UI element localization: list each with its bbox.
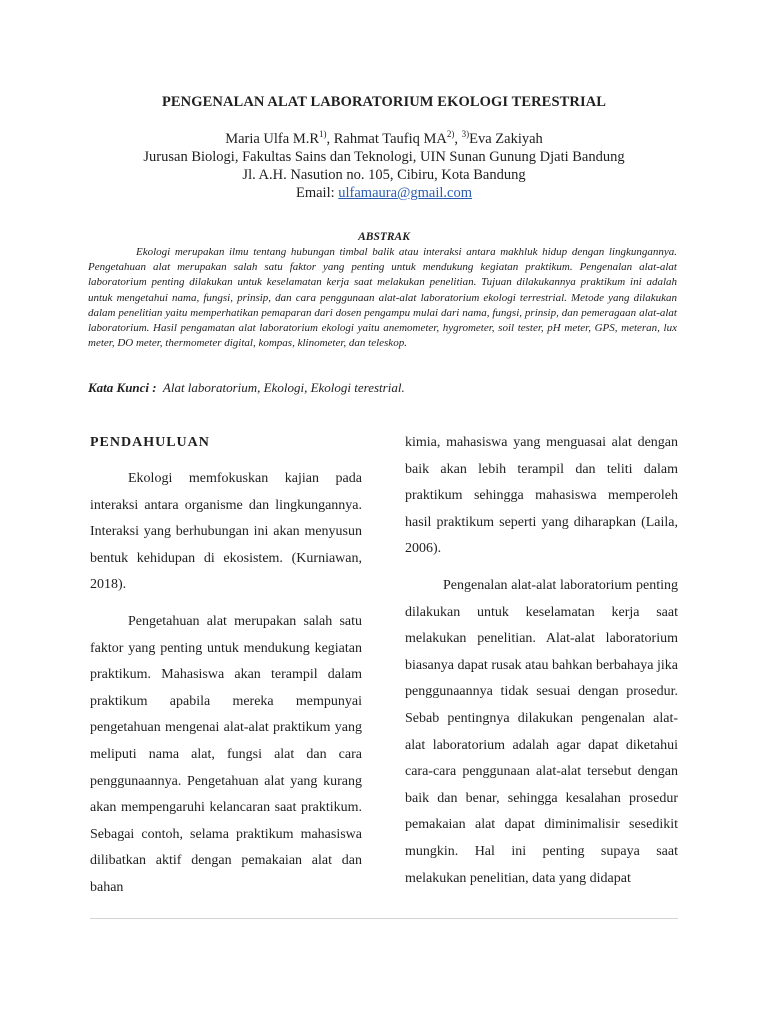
- intro-paragraph-4: Pengenalan alat-alat laboratorium penting dilakukan untuk keselamatan kerja saat melakukan penelitian. Alat-alat laboratorium biasanya dapat rusak atau bahkan berbahaya jika penggunaannya tidak sesuai dengan prosedur. Sebab pentingnya dilakukan pengenalan alat-alat laboratorium adalah agar dapat diketahui cara-cara penggunaan alat-alat tersebut dengan baik dan benar, sehingga kesalahan prosedur pemakaian alat dapat diminimalisir sesedikit mungkin. Hal ini penting supaya saat melakukan penelitian, data yang didapat: [405, 577, 678, 886]
- left-column: [90, 430, 362, 912]
- section-heading: PENDAHULUAN: [90, 435, 210, 450]
- abstract-body: Ekologi merupakan ilmu tentang hubungan timbal balik atau interaksi antara makhluk hidup dengan lingkungannya. Pengetahuan alat merupakan salah satu faktor yang penting untuk mendukung kegiatan praktikum. Pengenalan alat-alat laboratorium penting dilakukan untuk keselamatan kerja saat melakukan penelitian. Tujuan dilakukannya praktikum ini adalah untuk mengetahui nama, fungsi, prinsip, dan cara penggunaan alat-alat laboratorium ekologi terrestrial. Metode yang dilakukan dalam penelitian yaitu memperhatikan pemaparan dari dosen pengampu mulai dari nama, fungsi, prinsip, dan pemeragaan alat-alat laboratorium. Hasil pengamatan alat laboratorium ekologi yaitu anemometer, hygrometer, soil tester, pH meter, GPS, meteran, lux meter, DO meter, thermometer digital, kompas, klinometer, dan teleskop.: [88, 246, 677, 350]
- author-3: Eva Zakiyah: [469, 130, 543, 147]
- email-link[interactable]: ulfamaura@gmail.com: [338, 185, 473, 201]
- page-bottom-divider: [90, 918, 678, 919]
- right-column: [405, 430, 678, 902]
- author-1: Maria Ulfa M.R: [225, 130, 320, 147]
- author-line: [0, 129, 768, 148]
- author-1-affil: 1): [319, 129, 327, 139]
- author-separator: ,: [454, 130, 462, 147]
- email-line: [0, 185, 768, 202]
- author-2-affil: 2): [446, 129, 455, 139]
- email-label: Email:: [295, 185, 339, 201]
- author-3-affil: 3): [461, 129, 470, 139]
- keywords-value: Alat laboratorium, Ekologi, Ekologi terestrial.: [162, 380, 405, 395]
- author-2: , Rahmat Taufiq MA: [326, 130, 447, 147]
- intro-paragraph-1: Ekologi memfokuskan kajian pada interaksi antara organisme dan lingkungannya. Interaksi yang berhubungan ini akan menyusun bentuk kehidupan di ekosistem. (Kurniawan, 2018).: [90, 471, 362, 593]
- intro-paragraph-3: kimia, mahasiswa yang menguasai alat dengan baik akan lebih terampil dan teliti dalam praktikum sehingga mahasiswa memperoleh hasil praktikum seperti yang diharapkan (Laila, 2006).: [405, 435, 678, 557]
- keywords-line: [88, 380, 405, 396]
- affiliation-line: Jurusan Biologi, Fakultas Sains dan Teknologi, UIN Sunan Gunung Djati Bandung: [143, 149, 625, 165]
- address-line: Jl. A.H. Nasution no. 105, Cibiru, Kota Bandung: [242, 167, 526, 183]
- intro-paragraph-2: Pengetahuan alat merupakan salah satu faktor yang penting untuk mendukung kegiatan praktikum. Mahasiswa akan terampil dalam praktikum apabila mereka mempunyai pengetahuan mengenai alat-alat praktikum yang meliputi nama alat, fungsi alat dan cara penggunaannya. Pengetahuan alat yang kurang akan mempengaruhi kelancaran saat praktikum. Sebagai contoh, selama praktikum mahasiswa dilibatkan aktif dengan pemakaian alat dan bahan: [90, 613, 362, 895]
- abstract-heading: ABSTRAK: [358, 231, 410, 243]
- paper-title: PENGENALAN ALAT LABORATORIUM EKOLOGI TERESTRIAL: [161, 94, 607, 110]
- keywords-label: Kata Kunci :: [88, 380, 157, 395]
